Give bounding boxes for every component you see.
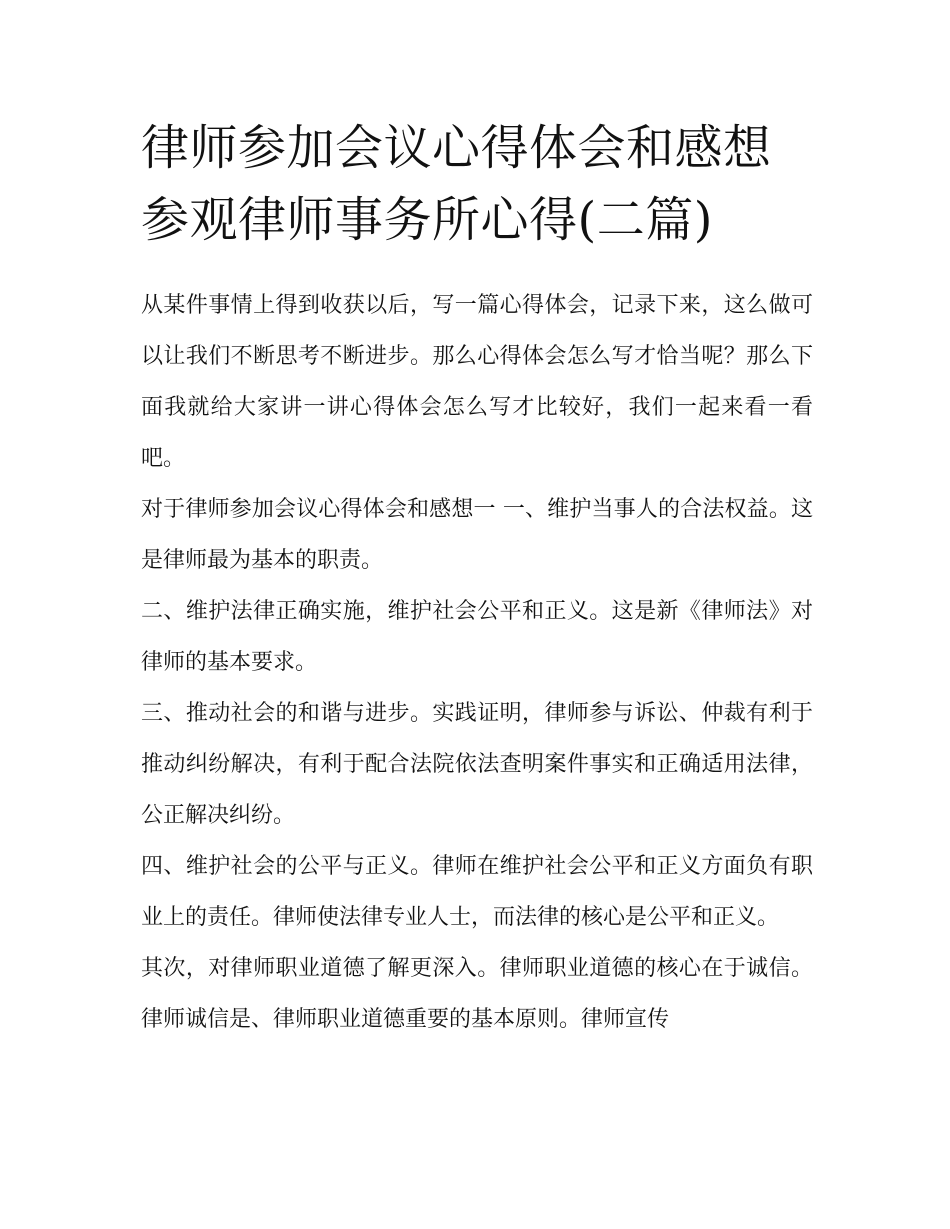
paragraph-point-one: 对于律师参加会议心得体会和感想一 一、维护当事人的合法权益。这是律师最为基本的职责。 [141, 497, 813, 573]
paragraph-point-four: 四、维护社会的公平与正义。律师在维护社会公平和正义方面负有职业上的责任。律师使法律专业人士，而法律的核心是公平和正义。 [141, 854, 813, 930]
paragraph-ethics: 其次，对律师职业道德了解更深入。律师职业道德的核心在于诚信。律师诚信是、律师职业道德重要的基本原则。律师宣传 [141, 956, 813, 1032]
document-body [141, 280, 813, 1045]
document-content [141, 112, 813, 1045]
paragraph-point-three: 三、推动社会的和谐与进步。实践证明，律师参与诉讼、仲裁有利于推动纠纷解决，有利于配合法院依法查明案件事实和正确适用法律，公正解决纠纷。 [141, 701, 813, 828]
paragraph-point-two: 二、维护法律正确实施，维护社会公平和正义。这是新《律师法》对律师的基本要求。 [141, 599, 813, 675]
document-title: 律师参加会议心得体会和感想参观律师事务所心得(二篇) [141, 120, 772, 248]
paragraph-intro: 从某件事情上得到收获以后，写一篇心得体会，记录下来，这么做可以让我们不断思考不断进步。那么心得体会怎么写才恰当呢？那么下面我就给大家讲一讲心得体会怎么写才比较好，我们一起来看一看吧。 [141, 293, 813, 471]
